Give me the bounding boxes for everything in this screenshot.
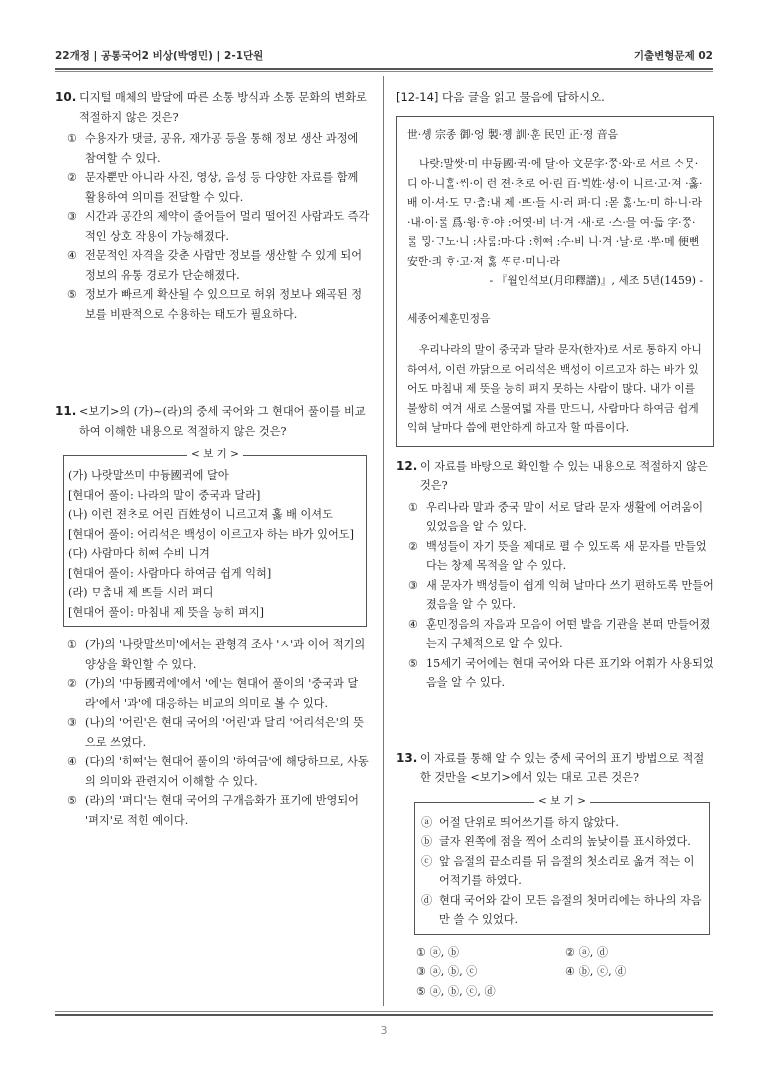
bogi-item-marker: ⓑ: [421, 835, 433, 848]
option-text: 15세기 국어에는 현대 국어와 다른 표기와 어휘가 사용되었음을 알 수 있다.: [426, 656, 714, 689]
option-2[interactable]: [408, 537, 714, 576]
passage-title-line: 世·솅 宗종 御·엉 製·졩 訓·훈 民민 正·졍 音음: [407, 127, 618, 141]
bogi-item-text: 어절 단위로 띄어쓰기를 하지 않았다.: [439, 815, 619, 829]
option-text: (다)의 '히ᅇᅧ'는 현대어 풀이의 '하여금'에 해당하므로, 사동의 의미와 관련지어 이해할 수 있다.: [85, 755, 369, 788]
question-stem: 이 자료를 통해 알 수 있는 중세 국어의 표기 방법으로 적절한 것만을 <보기>에서 있는 대로 고른 것은?: [420, 751, 705, 784]
right-column: [396, 88, 714, 1001]
option-text: (가)의 '中듕國귁에'에서 '에'는 현대어 풀이의 '중국과 달라'에서 '과'에 대응하는 비교의 의미로 볼 수 있다.: [85, 677, 359, 710]
bogi-line: (라) ᄆᆞᄎᆞᆷ내 제 ᄠᅳ들 시러 펴디: [68, 586, 214, 599]
passage-directions: [12-14] 다음 글을 읽고 물음에 답하시오.: [396, 90, 605, 104]
bogi-line: (다) 사람마다 히ᅇᅧ 수비 니겨: [68, 547, 210, 560]
left-column: [55, 88, 371, 830]
bogi-title: < 보 기 >: [415, 794, 709, 808]
header-rule: [55, 68, 713, 70]
bogi-line: (나) 이런 젼ᄎᆞ로 어린 百姓셩이 니르고져 홇 배 이셔도: [68, 508, 333, 521]
question-13: [396, 749, 714, 1002]
option-marker: ②: [408, 539, 419, 553]
option-marker: ②: [67, 677, 78, 690]
header-exam-title: 기출변형문제 02: [633, 50, 713, 62]
option-5[interactable]: [67, 791, 371, 830]
option-5[interactable]: [67, 285, 371, 324]
bogi-item-marker: ⓐ: [421, 815, 433, 829]
option-text: 시간과 공간의 제약이 줄어들어 멀리 떨어진 사람과도 즉각적인 상호 작용이 가능해졌다.: [85, 210, 370, 243]
options-list: [67, 635, 371, 830]
choice-1[interactable]: ① ⓐ, ⓑ: [416, 945, 460, 959]
option-text: 우리나라 말과 중국 말이 서로 달라 문자 생활에 어려움이 있었음을 알 수 있다.: [426, 500, 704, 533]
option-marker: ①: [67, 132, 78, 145]
option-1[interactable]: [67, 129, 371, 168]
answer-choices: [414, 943, 714, 1002]
option-2[interactable]: [67, 168, 371, 207]
question-number: 10.: [55, 90, 77, 104]
option-marker: ③: [67, 210, 78, 223]
option-4[interactable]: [67, 246, 371, 285]
option-2[interactable]: [67, 674, 371, 713]
choice-2[interactable]: ② ⓐ, ⓓ: [565, 945, 609, 959]
option-text: 문자뿐만 아니라 사진, 영상, 음성 등 다양한 자료를 함께 활용하여 의미를 전달할 수 있다.: [85, 171, 359, 204]
header-rule-thin: [55, 71, 713, 72]
column-divider: [383, 76, 384, 1006]
page-header: [55, 44, 713, 68]
option-marker: ④: [67, 249, 78, 262]
option-marker: ⑤: [67, 794, 78, 807]
choice-4[interactable]: ④ ⓑ, ⓒ, ⓓ: [565, 965, 627, 978]
option-3[interactable]: [408, 576, 714, 615]
option-text: 정보가 빠르게 확산될 수 있으므로 허위 정보나 왜곡된 정보를 비판적으로 수용하는 태도가 필요하다.: [85, 288, 363, 321]
passage-source: - 『월인석보(月印釋譜)』, 세조 5년(1459) -: [489, 274, 703, 287]
page-number: 3: [380, 1024, 388, 1037]
bogi-item-c: [421, 852, 703, 891]
bogi-title: < 보 기 >: [64, 447, 366, 461]
option-text: 전문적인 자격을 갖춘 사람만 정보를 생산할 수 있게 되어 정보의 유통 경로가 단순해졌다.: [85, 249, 363, 282]
option-text: 훈민정음의 자음과 모음이 어떤 발음 기관을 본떠 만들어졌는지 구체적으로 알 수 있다.: [426, 617, 711, 650]
bogi-line: [현대어 풀이: 마침내 제 뜻을 능히 펴지]: [68, 605, 264, 619]
passage-modern-text: 우리나라의 말이 중국과 달라 문자(한자)로 서로 통하지 아니하여서, 이런 까닭으로 어리석은 백성이 이르고자 하는 바가 있어도 마침내 제 뜻을 능히 펴지 못하는 사람이 많다. 내가 이를 불쌍히 여겨 새로 스물여덟 자를 만드니, 사람마다 하여금 쉽게 익혀 날마다 씀에 편안하게 하고자 할 따름이다.: [407, 343, 702, 434]
option-marker: ④: [408, 617, 419, 631]
option-marker: ⑤: [408, 656, 419, 670]
option-3[interactable]: [67, 713, 371, 752]
question-11: [55, 402, 371, 830]
bogi-line: [현대어 풀이: 사람마다 하여금 쉽게 익혀]: [68, 566, 272, 580]
bogi-item-marker: ⓓ: [421, 893, 433, 907]
options-list: [67, 129, 371, 324]
bogi-item-a: [421, 813, 703, 833]
option-marker: ④: [67, 755, 78, 768]
bogi-item-d: [421, 891, 703, 930]
bogi-line: (가) 나랏말쓰미 中듕國귁에 달아: [68, 469, 229, 482]
question-stem: 이 자료를 바탕으로 확인할 수 있는 내용으로 적절하지 않은 것은?: [420, 459, 708, 492]
option-4[interactable]: [67, 752, 371, 791]
reading-passage: [396, 116, 714, 447]
question-number: 12.: [396, 458, 418, 473]
bogi-item-b: [421, 832, 703, 852]
choice-5[interactable]: ⑤ ⓐ, ⓑ, ⓒ, ⓓ: [416, 984, 496, 998]
bogi-item-text: 현대 국어와 같이 모든 음절의 첫머리에는 하나의 자음만 쓸 수 있었다.: [439, 893, 702, 926]
option-marker: ③: [67, 716, 78, 729]
bogi-box: [63, 448, 367, 627]
bogi-box: [414, 794, 710, 935]
passage-old-text: 나랏:말쌋·미 中듕國·귁·에 달·아 文문字·ᄍᆞᆼ·와·로 서르 ᄉᆞᄆᆞᆺ·디 아·니ᄒᆞᆯ·ᄊᆡ·이 런 젼·ᄎᆞ로 어·린 百·ᄇᆡᆨ姓·셩·이 니르·고·져 ·홇·배 이·셔·도 ᄆᆞ·ᄎᆞᆷ:내 제 ·ᄠᅳ·들 시·러 펴·디 :몯 ᄒᆞᇙ·노·미 하·니·라 ·내·이·ᄅᆞᆯ 爲·윙·ᄒᆞ·야 :어엿·비 너·겨 ·새·로 ·스·믈 여·듧 字·ᄍᆞᆼ·ᄅᆞᆯ ᄆᆡᇰ·ᄀᆞ노·니 :사ᄅᆞᆷ:마·다 :ᄒᆡᅇᅧ :수·비 니·겨 ·날·로 ·ᄡᅮ·메 便뼌安ᅙᅡᆫ·킈 ᄒᆞ·고·져 ᄒᆞᇙ ᄯᆞᄅᆞ·미니·라: [407, 157, 703, 268]
option-3[interactable]: [67, 207, 371, 246]
option-marker: ①: [67, 638, 78, 651]
option-text: (라)의 '펴디'는 현대 국어의 구개음화가 표기에 반영되어 '펴지'로 적힌 예이다.: [85, 794, 359, 827]
question-12: [396, 457, 714, 693]
option-text: (가)의 '나랏말쓰미'에서는 관형격 조사 'ㅅ'과 이어 적기의 양상을 확인할 수 있다.: [85, 638, 366, 671]
option-marker: ①: [408, 500, 419, 514]
footer-rule-thin: [55, 1011, 713, 1012]
option-text: 새 문자가 백성들이 쉽게 익혀 날마다 쓰기 편하도록 만들어졌음을 알 수 있다.: [426, 578, 714, 611]
bogi-line: [현대어 풀이: 나라의 말이 중국과 달라]: [68, 488, 261, 502]
question-stem: <보기>의 (가)~(라)의 중세 국어와 그 현대어 풀이를 비교하여 이해한 내용으로 적절하지 않은 것은?: [79, 405, 366, 438]
options-list: [408, 498, 714, 693]
header-course-info: 22개정 | 공통국어2 비상(박영민) | 2-1단원: [55, 50, 264, 62]
footer-rule: [55, 1014, 713, 1016]
question-10: [55, 88, 371, 324]
option-1[interactable]: [408, 498, 714, 537]
option-5[interactable]: [408, 654, 714, 693]
bogi-item-text: 글자 왼쪽에 점을 찍어 소리의 높낮이를 표시하였다.: [439, 835, 691, 848]
option-text: 백성들이 자기 뜻을 제대로 펼 수 있도록 새 문자를 만들었다는 창제 목적을 알 수 있다.: [426, 539, 707, 572]
option-marker: ②: [67, 171, 78, 184]
question-number: 11.: [55, 404, 77, 418]
bogi-line: [현대어 풀이: 어리석은 백성이 이르고자 하는 바가 있어도]: [68, 527, 354, 541]
question-number: 13.: [396, 750, 418, 765]
option-4[interactable]: [408, 615, 714, 654]
option-1[interactable]: [67, 635, 371, 674]
option-marker: ③: [408, 578, 419, 592]
option-text: 수용자가 댓글, 공유, 재가공 등을 통해 정보 생산 과정에 참여할 수 있다.: [85, 132, 359, 165]
option-marker: ⑤: [67, 288, 78, 301]
bogi-item-marker: ⓒ: [421, 854, 433, 868]
question-stem: 디지털 매체의 발달에 따른 소통 방식과 소통 문화의 변화로 적절하지 않은 것은?: [79, 91, 367, 124]
option-text: (나)의 '어린'은 현대 국어의 '어린'과 달리 '어리석은'의 뜻으로 쓰였다.: [85, 716, 365, 749]
passage-modern-title: 세종어제훈민정음: [407, 311, 491, 325]
choice-3[interactable]: ③ ⓐ, ⓑ, ⓒ: [416, 965, 478, 978]
bogi-item-text: 앞 음절의 끝소리를 뒤 음절의 첫소리로 옮겨 적는 이어적기를 하였다.: [439, 854, 695, 887]
